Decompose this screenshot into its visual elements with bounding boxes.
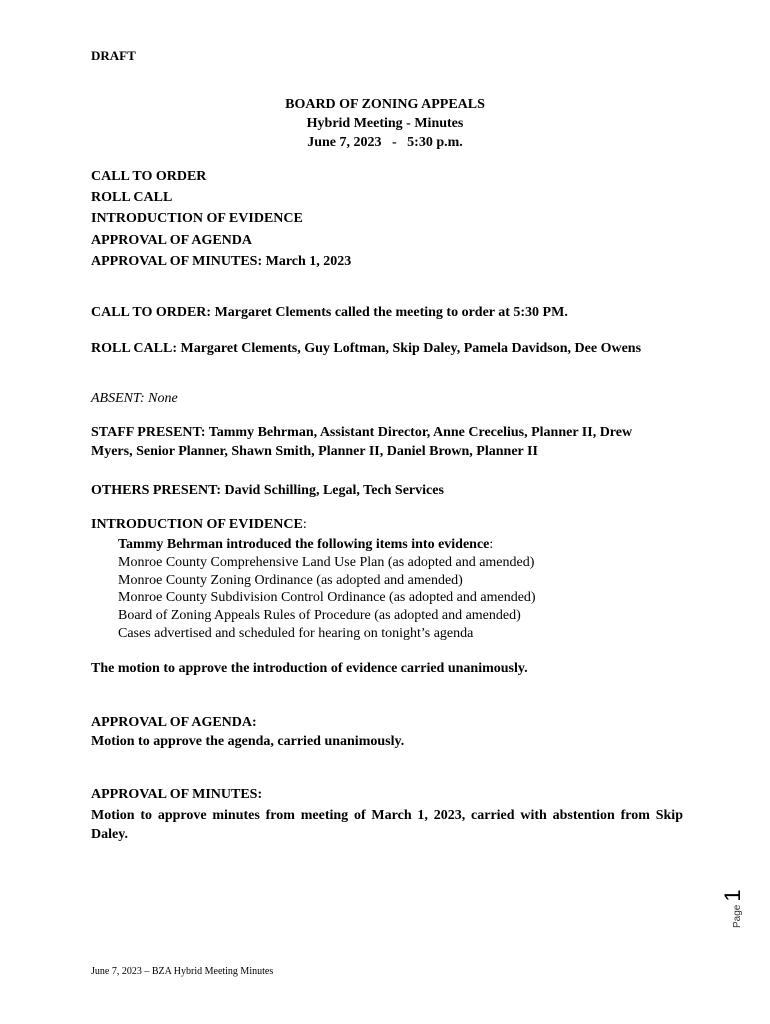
evidence-motion: The motion to approve the introduction of evidence carried unanimously. bbox=[91, 661, 528, 676]
approval-agenda-text: Motion to approve the agenda, carried unanimously. bbox=[91, 734, 405, 749]
roll-call-paragraph bbox=[91, 339, 651, 358]
evidence-item: Monroe County Zoning Ordinance (as adopted and amended) bbox=[118, 572, 463, 588]
title-meeting-date: June 7, 2023 - 5:30 p.m. bbox=[307, 135, 463, 150]
title-meeting-type: Hybrid Meeting - Minutes bbox=[306, 116, 464, 131]
call-to-order-paragraph: CALL TO ORDER: Margaret Clements called the meeting to order at 5:30 PM. bbox=[91, 305, 568, 320]
others-present-paragraph: OTHERS PRESENT: David Schilling, Legal, Tech Services bbox=[91, 483, 444, 498]
page-number-marker bbox=[712, 882, 752, 932]
roll-call-members: : Margaret Clements, Guy Loftman, Skip Daley, Pamela Davidson, Dee Owens bbox=[172, 341, 642, 356]
page-word: Page bbox=[732, 904, 743, 928]
roll-call-label: ROLL CALL bbox=[91, 341, 173, 356]
evidence-item: Monroe County Subdivision Control Ordinance (as adopted and amended) bbox=[118, 590, 536, 606]
evidence-item: Board of Zoning Appeals Rules of Procedure (as adopted and amended) bbox=[118, 608, 521, 624]
evidence-list bbox=[118, 536, 536, 643]
evidence-item: Monroe County Comprehensive Land Use Plan (as adopted and amended) bbox=[118, 554, 535, 570]
absent-line: ABSENT: None bbox=[91, 391, 178, 406]
evidence-heading-colon: : bbox=[302, 517, 307, 532]
draft-label: DRAFT bbox=[91, 48, 136, 63]
agenda-item: CALL TO ORDER bbox=[91, 169, 207, 184]
agenda-item: APPROVAL OF MINUTES: March 1, 2023 bbox=[91, 253, 352, 269]
evidence-lead bbox=[118, 536, 536, 554]
evidence-item: Cases advertised and scheduled for hearing on tonight’s agenda bbox=[118, 625, 474, 641]
staff-present-paragraph: STAFF PRESENT: Tammy Behrman, Assistant Director, Anne Crecelius, Planner II, Drew Myers, Senior Planner, Shawn Smith, Planner II, Daniel Brown, Planner II bbox=[91, 425, 633, 459]
page-footer: June 7, 2023 – BZA Hybrid Meeting Minutes bbox=[91, 966, 274, 977]
agenda-item: ROLL CALL bbox=[91, 190, 173, 206]
approval-minutes-heading: APPROVAL OF MINUTES: bbox=[91, 787, 263, 802]
title-board-name: BOARD OF ZONING APPEALS bbox=[285, 97, 485, 112]
evidence-lead-colon: : bbox=[489, 537, 494, 552]
approval-minutes-text: Motion to approve minutes from meeting of March 1, 2023, carried with abstention from Skip Daley. bbox=[91, 808, 683, 842]
agenda-item: APPROVAL OF AGENDA bbox=[91, 232, 253, 248]
evidence-lead-text: Tammy Behrman introduced the following items into evidence bbox=[118, 537, 490, 552]
page-number: 1 bbox=[720, 889, 745, 902]
evidence-heading bbox=[91, 515, 691, 534]
approval-agenda-heading: APPROVAL OF AGENDA: bbox=[91, 715, 257, 730]
agenda-item: INTRODUCTION OF EVIDENCE bbox=[91, 211, 303, 227]
document-title bbox=[0, 95, 770, 152]
evidence-heading-label: INTRODUCTION OF EVIDENCE bbox=[91, 517, 303, 532]
agenda-list bbox=[91, 166, 351, 272]
